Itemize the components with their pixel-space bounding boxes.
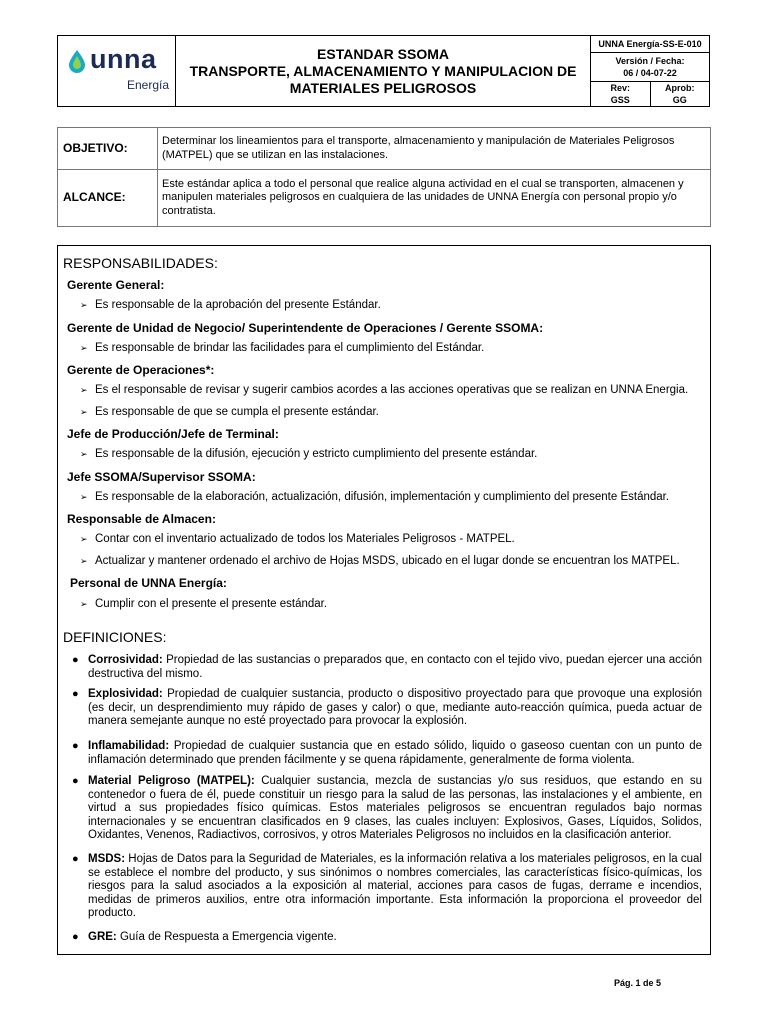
bullet-icon: ● xyxy=(72,931,79,943)
title-line-3: MATERIALES PELIGROSOS xyxy=(289,79,477,96)
definition-text: Hojas de Datos para la Seguridad de Materiales, es la información relativa a los materiales peligrosos, en la cual se establece el nombre del producto, y sus sinónimos o nombres comerciales, las características físico-químicas, los riesgos para la salud asociados a la exposición al material, acciones para casos de fugas, derrame e incendios, medidas de primeros auxilios, entre otra información importante. Esta información la proporciona el proveedor del producto. xyxy=(88,853,702,920)
definition-text: Propiedad de cualquier sustancia que en estado sólido, liquido o gaseoso cuentan con un punto de inflamación determinado que prenden fácilmente y se quena rápidamente, generalmente de forma violenta. xyxy=(88,740,702,766)
role-name: Responsable de Almacen: xyxy=(67,512,216,526)
definition-term: MSDS: xyxy=(88,853,126,865)
list-item: ➢ Es el responsable de revisar y sugerir cambios acordes a las acciones operativas que se realizan en UNNA Energia. xyxy=(80,384,689,396)
definition-term: GRE: xyxy=(88,931,117,943)
definition-item xyxy=(72,654,702,681)
definition-text: Guía de Respuesta a Emergencia vigente. xyxy=(119,931,337,943)
arrow-bullet-icon: ➢ xyxy=(80,534,88,544)
logo-wordmark: unna xyxy=(90,44,157,74)
list-item: ➢ Actualizar y mantener ordenado el archivo de Hojas MSDS, ubicado en el lugar donde se encuentran los MATPEL. xyxy=(80,555,680,567)
bullet-icon: ● xyxy=(72,740,79,752)
definition-text: Cualquier sustancia, mezcla de sustancias y/o sus residuos, que estando en su contenedor o fuera de él, puede constituir un riesgo para la salud de las personas, las instalaciones y el ambiente, en virtud a sus propiedades físico químicas. Estos materiales peligrosos se encuentran regulados bajo normas internacionales y se encuentran clasificados en 9 clases, las cuales incluyen: Explosivos, Gases, Líquidos, Solidos, Oxidantes, Venenos, Radiactivos, corrosivos, y otros Materiales Peligrosos no incluidos en la clasificación anterior. xyxy=(88,775,702,842)
arrow-bullet-icon: ➢ xyxy=(80,407,88,417)
list-item: ➢ Es responsable de la difusión, ejecución y estricto cumplimiento del presente estándar. xyxy=(80,448,538,460)
document-header xyxy=(57,35,710,107)
rev-label: Rev: xyxy=(610,83,630,93)
role-name: Gerente General: xyxy=(67,278,165,292)
bullet-icon: ● xyxy=(72,654,79,666)
definition-term: Explosividad: xyxy=(88,688,163,700)
main-content-box xyxy=(57,245,711,955)
bullet-icon: ● xyxy=(72,688,79,700)
definition-item xyxy=(72,740,702,767)
list-item: ➢ Es responsable de la aprobación del presente Estándar. xyxy=(80,299,381,311)
arrow-bullet-icon: ➢ xyxy=(80,343,88,353)
list-item: ➢ Contar con el inventario actualizado de todos los Materiales Peligrosos - MATPEL. xyxy=(80,533,515,545)
arrow-bullet-icon: ➢ xyxy=(80,385,88,395)
definitions-title: DEFINICIONES: xyxy=(63,629,167,645)
aprob-value: GG xyxy=(672,95,687,105)
version-label: Versión / Fecha: xyxy=(615,56,685,66)
unna-logo xyxy=(66,44,171,100)
rev-cell xyxy=(591,82,651,107)
rev-value: GSS xyxy=(610,95,630,105)
arrow-bullet-icon: ➢ xyxy=(80,492,88,502)
arrow-bullet-icon: ➢ xyxy=(80,599,88,609)
aprob-label: Aprob: xyxy=(665,83,695,93)
title-line-1: ESTANDAR SSOMA xyxy=(317,45,449,62)
definition-text: Propiedad de las sustancias o preparados que, en contacto con el tejido vivo, puedan ejercer una acción destructiva del mismo. xyxy=(88,654,703,680)
document-title xyxy=(176,36,591,107)
bullet-icon: ● xyxy=(72,775,79,787)
list-item: ➢ Cumplir con el presente el presente estándar. xyxy=(80,598,328,610)
page-number: Pág. 1 de 5 xyxy=(614,978,662,988)
bullet-icon: ● xyxy=(72,853,79,865)
role-name: Gerente de Operaciones*: xyxy=(67,363,215,377)
definition-item xyxy=(72,853,702,921)
role-name: Jefe de Producción/Jefe de Terminal: xyxy=(67,427,279,441)
objective-scope-table xyxy=(57,127,711,227)
definition-text: Propiedad de cualquier sustancia, producto o dispositivo proyectado para que provoque una explosión (es decir, un desprendimiento muy rápido de gases y calor) o que, mediante auto-reacción química, pueda actuar de manera semejante aunque no esté proyectado para provocar la explosión. xyxy=(88,688,703,728)
definition-item xyxy=(72,931,702,945)
definition-term: Corrosividad: xyxy=(88,654,163,666)
role-name: Gerente de Unidad de Negocio/ Superintendente de Operaciones / Gerente SSOMA: xyxy=(67,321,544,335)
scope-label: ALCANCE: xyxy=(58,170,158,227)
objective-label: OBJETIVO: xyxy=(58,128,158,170)
objective-text: Determinar los lineamientos para el transporte, almacenamiento y manipulación de Materiales Peligrosos (MATPEL) que se utilizan en las instalaciones. xyxy=(158,128,711,170)
logo-cell xyxy=(58,36,176,107)
drop-logo-icon xyxy=(66,48,88,74)
definition-item xyxy=(72,775,702,843)
arrow-bullet-icon: ➢ xyxy=(80,449,88,459)
role-name: Jefe SSOMA/Supervisor SSOMA: xyxy=(67,470,256,484)
arrow-bullet-icon: ➢ xyxy=(80,300,88,310)
list-item: ➢ Es responsable de la elaboración, actualización, difusión, implementación y cumplimiento del presente Estándar. xyxy=(80,491,670,503)
definition-term: Material Peligroso (MATPEL): xyxy=(88,775,255,787)
definition-term: Inflamabilidad: xyxy=(88,740,170,752)
aprob-cell xyxy=(650,82,710,107)
version-value: 06 / 04-07-22 xyxy=(623,68,677,78)
responsibilities-title: RESPONSABILIDADES: xyxy=(63,255,218,271)
list-item: ➢ Es responsable de que se cumpla el presente estándar. xyxy=(80,406,379,418)
scope-text: Este estándar aplica a todo el personal que realice alguna actividad en el cual se transporten, almacenen y manipulen materiales peligrosos en cualquiera de las unidades de UNNA Energía con personal propio y/o contratista. xyxy=(158,170,711,227)
title-line-2: TRANSPORTE, ALMACENAMIENTO Y MANIPULACION DE xyxy=(189,62,577,79)
logo-subtitle: Energía xyxy=(126,78,169,92)
role-name: Personal de UNNA Energía: xyxy=(70,576,227,590)
arrow-bullet-icon: ➢ xyxy=(80,556,88,566)
version-cell xyxy=(591,53,710,82)
definition-item xyxy=(72,688,702,729)
doc-code: UNNA Energía-SS-E-010 xyxy=(591,36,710,53)
list-item: ➢ Es responsable de brindar las facilidades para el cumplimiento del Estándar. xyxy=(80,342,485,354)
